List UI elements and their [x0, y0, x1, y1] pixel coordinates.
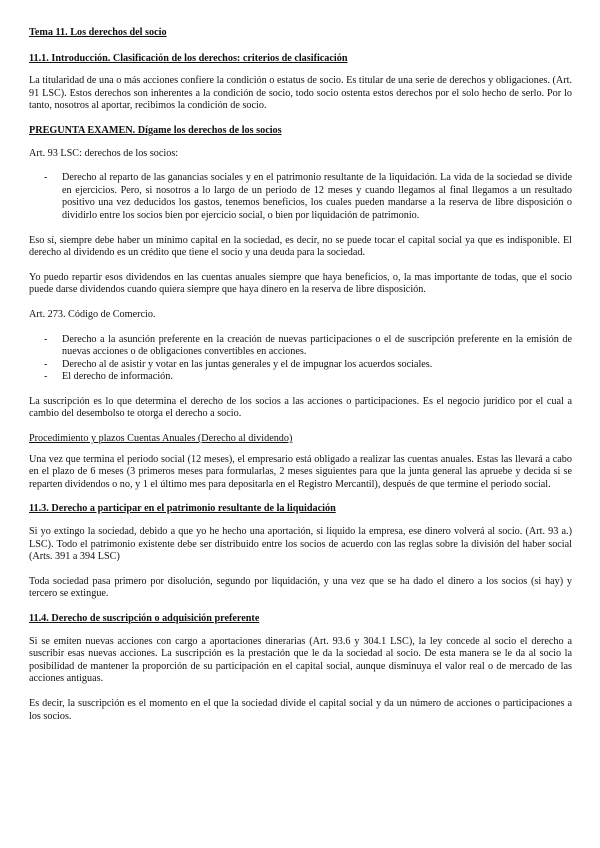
paragraph-capital: Eso sí, siempre debe haber un mínimo capital en la sociedad, es decir, no se puede tocar el capital social ya que es indisponible. El derecho al dividendo es un crédito que tiene el socio y una deuda para la sociedad.	[29, 234, 572, 259]
list-item: - Derecho al reparto de las ganancias sociales y en el patrimonio resultante de la liquidación. La vida de la sociedad se divide en ejercicios. Pero, si nosotros a lo largo de un periodo de 12 meses y cuando llegamos al final llegamos a un resultado positivo una vez deducidos los gastos, tenemos beneficios, los cuales pueden mandarse a la reserva de libre disposición o dividirlo entre los socios bien por ejercicio social, o bien por liquidación de patrimonio.	[29, 172, 572, 222]
section-heading-11-1: 11.1. Introducción. Clasificación de los derechos: criterios de clasificación	[29, 52, 348, 64]
paragraph-procedimiento: Una vez que termina el periodo social (12 meses), el empresario está obligado a realizar las cuentas anuales. Estas las llevará a cabo en el plazo de 6 meses (3 primeros meses para formularlas, 2 meses siguientes para que la junta general las apruebe y decida si se reparten dividendos o no, y 1 el último mes para depositarla en el Registro Mercantil), después de que termine el periodo social.	[29, 453, 572, 490]
procedimiento-heading: Procedimiento y plazos Cuentas Anuales (Derecho al dividendo)	[29, 433, 293, 445]
list-item: - Derecho a la asunción preferente en la creación de nuevas participaciones o el de suscripción preferente en la emisión de nuevas acciones o de obligaciones convertibles en acciones.	[29, 334, 572, 359]
art93-label: Art. 93 LSC: derechos de los socios:	[29, 147, 179, 159]
art273-label: Art. 273. Código de Comercio.	[29, 308, 156, 320]
section-heading-11-4: 11.4. Derecho de suscripción o adquisición preferente	[29, 613, 260, 624]
document-title: Tema 11. Los derechos del socio	[29, 27, 167, 38]
paragraph-disolucion: Toda sociedad pasa primero por disolución, segundo por liquidación, y una vez que se ha dado el dinero a los socios (si hay) y tercero se extingue.	[29, 575, 572, 600]
paragraph-es-decir: Es decir, la suscripción es el momento en el que la sociedad divide el capital social y da un número de acciones o participaciones a los socios.	[29, 697, 572, 722]
list-item: - El derecho de información.	[29, 371, 572, 384]
paragraph-intro: La titularidad de una o más acciones confiere la condición o estatus de socio. Es titular de una serie de derechos y obligaciones. (Art. 91 LSC). Estos derechos son inherentes a la condición de socio, todo socio ostenta estos derechos por el solo hecho de serlo. Por lo tanto, nosotros al aportar, recibimos la condición de socio.	[29, 75, 572, 112]
paragraph-suscripcion-preferente: Si se emiten nuevas acciones con cargo a aportaciones dinerarias (Art. 93.6 y 304.1 LSC), la ley concede al socio el derecho a suscribir esas nuevas acciones. La suscripción es la prestación que le da la sociedad al socio. De esta manera se le da al socio la posibilidad de mantener la proporción de su participación en el capital social, aunque disminuya el valor real o de mercado de las acciones antiguas.	[29, 635, 572, 685]
list-item: - Derecho al de asistir y votar en las juntas generales y el de impugnar los acuerdos sociales.	[29, 359, 572, 372]
exam-question-heading: PREGUNTA EXAMEN. Dígame los derechos de los socios	[29, 124, 282, 136]
rights-list-1	[29, 172, 572, 222]
rights-list-2	[29, 334, 572, 384]
section-heading-11-3: 11.3. Derecho a participar en el patrimonio resultante de la liquidación	[29, 503, 336, 515]
paragraph-suscripcion: La suscripción es lo que determina el derecho de los socios a las acciones o participaciones. Es el negocio jurídico por el cual a cambio del desembolso te otorga el derecho a socio.	[29, 395, 572, 420]
paragraph-dividendos: Yo puedo repartir esos dividendos en las cuentas anuales siempre que haya beneficios, o, la mas importante de todas, que el socio puede darse dividendos cuando quiera siempre que haya dinero en la reserva de libre disposición.	[29, 271, 572, 296]
paragraph-liquidacion: Si yo extingo la sociedad, debido a que yo he hecho una aportación, si liquido la empresa, ese dinero volverá al socio. (Art. 93 a.) LSC). Todo el patrimonio existente debe ser distribuido entre los socios de acuerdo con las reglas sobre la división del haber social (Arts. 391 a 394 LSC)	[29, 526, 572, 563]
